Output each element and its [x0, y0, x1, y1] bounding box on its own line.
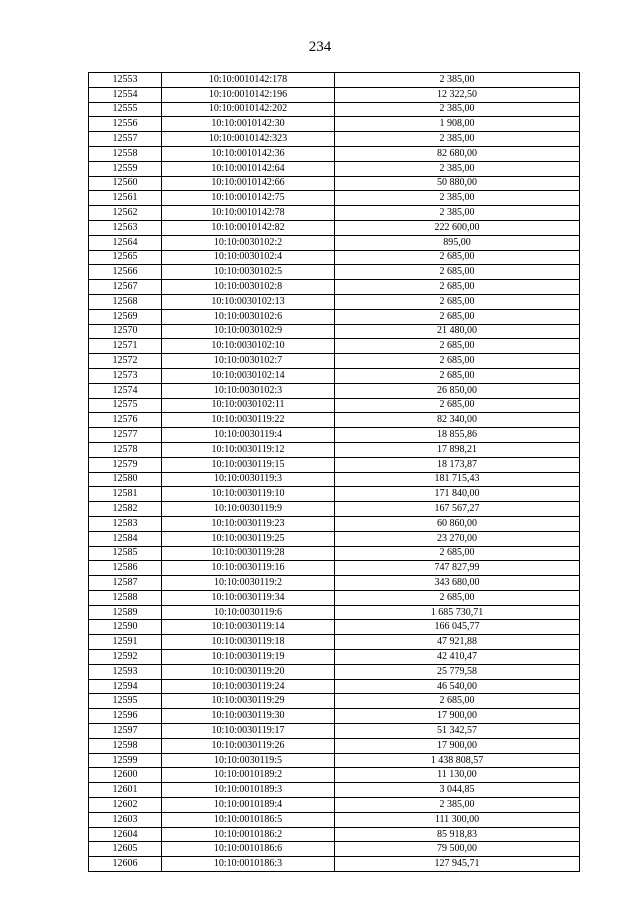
table-row	[89, 590, 580, 605]
value-cell: 2 685,00	[335, 546, 580, 561]
value-cell: 111 300,00	[335, 812, 580, 827]
table-row	[89, 457, 580, 472]
cadastral-number-cell: 10:10:0030119:30	[162, 709, 335, 724]
value-cell: 181 715,43	[335, 472, 580, 487]
cadastral-number-cell: 10:10:0030119:18	[162, 635, 335, 650]
cadastral-number-cell: 10:10:0010142:66	[162, 176, 335, 191]
row-number-cell: 12605	[89, 842, 162, 857]
table-row	[89, 339, 580, 354]
value-cell: 2 685,00	[335, 280, 580, 295]
table-row	[89, 709, 580, 724]
value-cell: 82 680,00	[335, 146, 580, 161]
table-row	[89, 280, 580, 295]
value-cell: 18 855,86	[335, 428, 580, 443]
table-row	[89, 176, 580, 191]
row-number-cell: 12576	[89, 413, 162, 428]
table-row	[89, 161, 580, 176]
row-number-cell: 12554	[89, 87, 162, 102]
row-number-cell: 12578	[89, 442, 162, 457]
cadastral-number-cell: 10:10:0010189:2	[162, 768, 335, 783]
row-number-cell: 12588	[89, 590, 162, 605]
value-cell: 21 480,00	[335, 324, 580, 339]
value-cell: 2 685,00	[335, 309, 580, 324]
row-number-cell: 12567	[89, 280, 162, 295]
row-number-cell: 12594	[89, 679, 162, 694]
table-row	[89, 428, 580, 443]
row-number-cell: 12606	[89, 857, 162, 872]
row-number-cell: 12560	[89, 176, 162, 191]
value-cell: 1 685 730,71	[335, 605, 580, 620]
table-row	[89, 309, 580, 324]
table-row	[89, 620, 580, 635]
row-number-cell: 12597	[89, 724, 162, 739]
row-number-cell: 12583	[89, 516, 162, 531]
row-number-cell: 12579	[89, 457, 162, 472]
cadastral-number-cell: 10:10:0030102:7	[162, 354, 335, 369]
cadastral-number-cell: 10:10:0010142:323	[162, 132, 335, 147]
cadastral-number-cell: 10:10:0030119:9	[162, 502, 335, 517]
cadastral-number-cell: 10:10:0030102:2	[162, 235, 335, 250]
table-row	[89, 206, 580, 221]
value-cell: 167 567,27	[335, 502, 580, 517]
row-number-cell: 12557	[89, 132, 162, 147]
cadastral-number-cell: 10:10:0010142:202	[162, 102, 335, 117]
value-cell: 3 044,85	[335, 783, 580, 798]
cadastral-number-cell: 10:10:0030119:17	[162, 724, 335, 739]
value-cell: 17 898,21	[335, 442, 580, 457]
value-cell: 171 840,00	[335, 487, 580, 502]
cadastral-number-cell: 10:10:0010142:64	[162, 161, 335, 176]
table-row	[89, 413, 580, 428]
table-row	[89, 650, 580, 665]
table-row	[89, 738, 580, 753]
value-cell: 2 385,00	[335, 73, 580, 88]
table-row	[89, 368, 580, 383]
table-row	[89, 102, 580, 117]
row-number-cell: 12581	[89, 487, 162, 502]
row-number-cell: 12577	[89, 428, 162, 443]
table-row	[89, 220, 580, 235]
cadastral-number-cell: 10:10:0030119:12	[162, 442, 335, 457]
value-cell: 2 685,00	[335, 590, 580, 605]
table-row	[89, 605, 580, 620]
row-number-cell: 12556	[89, 117, 162, 132]
cadastral-number-cell: 10:10:0030119:16	[162, 561, 335, 576]
cadastral-number-cell: 10:10:0030102:6	[162, 309, 335, 324]
table-body	[89, 73, 580, 872]
table-row	[89, 398, 580, 413]
row-number-cell: 12596	[89, 709, 162, 724]
row-number-cell: 12564	[89, 235, 162, 250]
table-row	[89, 561, 580, 576]
value-cell: 1 908,00	[335, 117, 580, 132]
cadastral-number-cell: 10:10:0030102:3	[162, 383, 335, 398]
value-cell: 2 385,00	[335, 161, 580, 176]
table-row	[89, 235, 580, 250]
value-cell: 1 438 808,57	[335, 753, 580, 768]
cadastral-number-cell: 10:10:0010142:30	[162, 117, 335, 132]
cadastral-number-cell: 10:10:0030119:3	[162, 472, 335, 487]
row-number-cell: 12561	[89, 191, 162, 206]
table-row	[89, 487, 580, 502]
table-row	[89, 191, 580, 206]
cadastral-number-cell: 10:10:0010186:6	[162, 842, 335, 857]
table-row	[89, 132, 580, 147]
row-number-cell: 12555	[89, 102, 162, 117]
row-number-cell: 12570	[89, 324, 162, 339]
value-cell: 85 918,83	[335, 827, 580, 842]
row-number-cell: 12571	[89, 339, 162, 354]
row-number-cell: 12572	[89, 354, 162, 369]
value-cell: 23 270,00	[335, 531, 580, 546]
value-cell: 2 685,00	[335, 398, 580, 413]
cadastral-number-cell: 10:10:0030102:4	[162, 250, 335, 265]
value-cell: 2 385,00	[335, 206, 580, 221]
row-number-cell: 12558	[89, 146, 162, 161]
registry-table	[88, 72, 580, 872]
row-number-cell: 12553	[89, 73, 162, 88]
value-cell: 747 827,99	[335, 561, 580, 576]
table-row	[89, 146, 580, 161]
cadastral-number-cell: 10:10:0030119:24	[162, 679, 335, 694]
value-cell: 46 540,00	[335, 679, 580, 694]
cadastral-number-cell: 10:10:0030119:28	[162, 546, 335, 561]
table-row	[89, 502, 580, 517]
cadastral-number-cell: 10:10:0010142:75	[162, 191, 335, 206]
row-number-cell: 12562	[89, 206, 162, 221]
cadastral-number-cell: 10:10:0010142:196	[162, 87, 335, 102]
cadastral-number-cell: 10:10:0030119:22	[162, 413, 335, 428]
row-number-cell: 12589	[89, 605, 162, 620]
table-row	[89, 798, 580, 813]
value-cell: 2 685,00	[335, 294, 580, 309]
value-cell: 11 130,00	[335, 768, 580, 783]
cadastral-number-cell: 10:10:0010189:4	[162, 798, 335, 813]
row-number-cell: 12593	[89, 664, 162, 679]
row-number-cell: 12586	[89, 561, 162, 576]
table-row	[89, 265, 580, 280]
cadastral-number-cell: 10:10:0010186:5	[162, 812, 335, 827]
table-row	[89, 117, 580, 132]
value-cell: 2 685,00	[335, 339, 580, 354]
cadastral-number-cell: 10:10:0030119:34	[162, 590, 335, 605]
cadastral-number-cell: 10:10:0030119:19	[162, 650, 335, 665]
value-cell: 50 880,00	[335, 176, 580, 191]
cadastral-number-cell: 10:10:0030119:2	[162, 576, 335, 591]
row-number-cell: 12592	[89, 650, 162, 665]
table-row	[89, 531, 580, 546]
table-row	[89, 472, 580, 487]
row-number-cell: 12568	[89, 294, 162, 309]
value-cell: 2 685,00	[335, 354, 580, 369]
row-number-cell: 12559	[89, 161, 162, 176]
value-cell: 26 850,00	[335, 383, 580, 398]
row-number-cell: 12602	[89, 798, 162, 813]
table-row	[89, 753, 580, 768]
table-row	[89, 324, 580, 339]
table-row	[89, 724, 580, 739]
row-number-cell: 12595	[89, 694, 162, 709]
table-row	[89, 576, 580, 591]
value-cell: 2 685,00	[335, 694, 580, 709]
cadastral-number-cell: 10:10:0030102:14	[162, 368, 335, 383]
cadastral-number-cell: 10:10:0030119:4	[162, 428, 335, 443]
cadastral-number-cell: 10:10:0030119:10	[162, 487, 335, 502]
row-number-cell: 12590	[89, 620, 162, 635]
cadastral-number-cell: 10:10:0030102:5	[162, 265, 335, 280]
page-number: 234	[308, 39, 332, 55]
value-cell: 60 860,00	[335, 516, 580, 531]
value-cell: 51 342,57	[335, 724, 580, 739]
cadastral-number-cell: 10:10:0030119:14	[162, 620, 335, 635]
value-cell: 127 945,71	[335, 857, 580, 872]
table-row	[89, 857, 580, 872]
value-cell: 79 500,00	[335, 842, 580, 857]
value-cell: 12 322,50	[335, 87, 580, 102]
value-cell: 2 685,00	[335, 250, 580, 265]
value-cell: 222 600,00	[335, 220, 580, 235]
table-row	[89, 694, 580, 709]
cadastral-number-cell: 10:10:0030119:25	[162, 531, 335, 546]
row-number-cell: 12604	[89, 827, 162, 842]
row-number-cell: 12566	[89, 265, 162, 280]
value-cell: 2 385,00	[335, 191, 580, 206]
value-cell: 2 385,00	[335, 132, 580, 147]
row-number-cell: 12601	[89, 783, 162, 798]
value-cell: 2 685,00	[335, 368, 580, 383]
table-row	[89, 635, 580, 650]
value-cell: 42 410,47	[335, 650, 580, 665]
table-row	[89, 354, 580, 369]
value-cell: 47 921,88	[335, 635, 580, 650]
value-cell: 18 173,87	[335, 457, 580, 472]
row-number-cell: 12573	[89, 368, 162, 383]
table-row	[89, 383, 580, 398]
table-row	[89, 250, 580, 265]
cadastral-number-cell: 10:10:0030102:9	[162, 324, 335, 339]
table-row	[89, 812, 580, 827]
table-row	[89, 664, 580, 679]
table-row	[89, 768, 580, 783]
value-cell: 343 680,00	[335, 576, 580, 591]
row-number-cell: 12600	[89, 768, 162, 783]
value-cell: 2 385,00	[335, 798, 580, 813]
row-number-cell: 12584	[89, 531, 162, 546]
table-row	[89, 294, 580, 309]
row-number-cell: 12575	[89, 398, 162, 413]
cadastral-number-cell: 10:10:0010142:82	[162, 220, 335, 235]
row-number-cell: 12580	[89, 472, 162, 487]
value-cell: 82 340,00	[335, 413, 580, 428]
cadastral-number-cell: 10:10:0030119:20	[162, 664, 335, 679]
cadastral-number-cell: 10:10:0010186:3	[162, 857, 335, 872]
table-row	[89, 516, 580, 531]
row-number-cell: 12585	[89, 546, 162, 561]
row-number-cell: 12569	[89, 309, 162, 324]
cadastral-number-cell: 10:10:0030102:10	[162, 339, 335, 354]
row-number-cell: 12565	[89, 250, 162, 265]
row-number-cell: 12598	[89, 738, 162, 753]
cadastral-number-cell: 10:10:0030102:13	[162, 294, 335, 309]
row-number-cell: 12582	[89, 502, 162, 517]
cadastral-number-cell: 10:10:0010142:78	[162, 206, 335, 221]
row-number-cell: 12574	[89, 383, 162, 398]
row-number-cell: 12591	[89, 635, 162, 650]
cadastral-number-cell: 10:10:0030119:6	[162, 605, 335, 620]
cadastral-number-cell: 10:10:0030119:26	[162, 738, 335, 753]
cadastral-number-cell: 10:10:0010142:36	[162, 146, 335, 161]
table-row	[89, 442, 580, 457]
table-row	[89, 842, 580, 857]
cadastral-number-cell: 10:10:0030102:11	[162, 398, 335, 413]
table-row	[89, 546, 580, 561]
cadastral-number-cell: 10:10:0030119:15	[162, 457, 335, 472]
value-cell: 17 900,00	[335, 709, 580, 724]
table-row	[89, 679, 580, 694]
value-cell: 2 685,00	[335, 265, 580, 280]
cadastral-number-cell: 10:10:0010142:178	[162, 73, 335, 88]
table-row	[89, 87, 580, 102]
cadastral-number-cell: 10:10:0030102:8	[162, 280, 335, 295]
row-number-cell: 12599	[89, 753, 162, 768]
value-cell: 895,00	[335, 235, 580, 250]
row-number-cell: 12563	[89, 220, 162, 235]
value-cell: 25 779,58	[335, 664, 580, 679]
cadastral-number-cell: 10:10:0010189:3	[162, 783, 335, 798]
value-cell: 17 900,00	[335, 738, 580, 753]
table-row	[89, 827, 580, 842]
row-number-cell: 12603	[89, 812, 162, 827]
cadastral-number-cell: 10:10:0030119:5	[162, 753, 335, 768]
value-cell: 166 045,77	[335, 620, 580, 635]
table-row	[89, 73, 580, 88]
cadastral-number-cell: 10:10:0010186:2	[162, 827, 335, 842]
row-number-cell: 12587	[89, 576, 162, 591]
cadastral-number-cell: 10:10:0030119:23	[162, 516, 335, 531]
cadastral-number-cell: 10:10:0030119:29	[162, 694, 335, 709]
value-cell: 2 385,00	[335, 102, 580, 117]
table-row	[89, 783, 580, 798]
